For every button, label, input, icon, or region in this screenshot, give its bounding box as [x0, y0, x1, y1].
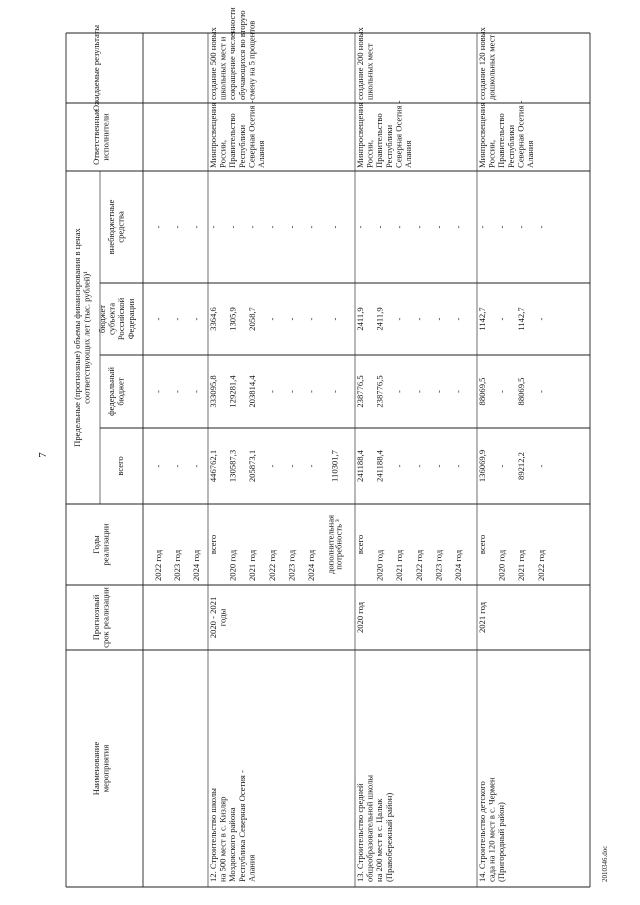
row-value-federal: 88069,5	[477, 377, 487, 406]
row-term: годы	[217, 608, 228, 627]
row-value-extrabudget: -	[413, 225, 424, 229]
carryover-value-reg: -	[172, 317, 182, 321]
row-year: дополнительная	[325, 514, 336, 575]
row-value-federal: 238776,5	[374, 375, 385, 408]
row-name: на 500 мест в с. Кизляр	[217, 796, 228, 882]
row-value-federal: -	[453, 390, 463, 393]
row-value-total: -	[306, 464, 316, 468]
carryover-value-ext: -	[191, 225, 201, 229]
header-financing: Предельные (прогнозные) объемы финансирования в ценах	[72, 228, 82, 447]
row-year: потребность ³	[333, 519, 344, 570]
row-results: дошкольных мест	[486, 34, 497, 100]
row-year: 2020 год	[374, 549, 385, 581]
row-value-federal: -	[266, 390, 277, 393]
header-financing: соответствующих лет (тыс. рублей)¹	[81, 271, 92, 404]
row-value-extrabudget: -	[433, 225, 444, 229]
row-results: школьных мест и	[217, 36, 228, 100]
row-year: всего	[355, 534, 365, 555]
row-value-federal: -	[413, 390, 424, 393]
row-year: 2021 год	[394, 549, 405, 581]
row-value-federal: -	[496, 390, 507, 393]
row-year: 2022 год	[535, 549, 546, 581]
carryover-value-fed: -	[153, 390, 163, 393]
carryover-year: 2024 год	[191, 549, 201, 581]
row-results: сокращение численности	[227, 7, 238, 100]
row-value-extrabudget: -	[286, 225, 297, 229]
row-results: создание 200 новых	[355, 27, 365, 100]
row-results: школьных мест	[364, 43, 375, 100]
row-value-regional: 2411,9	[374, 307, 385, 331]
row-executors: Алания	[403, 140, 413, 168]
row-value-federal: -	[286, 390, 297, 393]
header-regional: Федерации	[125, 298, 136, 340]
row-value-extrabudget: -	[306, 225, 316, 229]
row-value-total: -	[266, 464, 277, 468]
row-executors: Алания	[525, 140, 535, 168]
row-value-federal: 88069,5	[516, 377, 527, 406]
header-federal: бюджет	[115, 377, 126, 406]
row-year: 2024 год	[306, 549, 316, 581]
row-year: 2021 год	[247, 549, 258, 581]
row-value-total: -	[413, 464, 424, 468]
row-value-regional: -	[394, 317, 405, 321]
row-value-total: 110301,7	[329, 450, 340, 482]
row-name: Моздокского района	[227, 807, 238, 882]
row-value-extrabudget: -	[496, 225, 507, 229]
header-years: Годы	[91, 535, 101, 554]
row-value-total: -	[496, 464, 507, 468]
row-value-regional: -	[306, 317, 316, 321]
row-executors: Северная Осетия -	[393, 100, 404, 168]
carryover-value-fed: -	[191, 390, 201, 393]
row-year: всего	[208, 534, 218, 555]
header-years: реализации	[100, 523, 111, 566]
footer-code: 2010346.doc	[601, 845, 609, 882]
row-value-federal: 238776,5	[355, 375, 365, 408]
row-value-regional: -	[535, 317, 546, 321]
row-value-total: -	[535, 464, 546, 468]
page-number: 7	[37, 452, 49, 458]
header-extrabudget: средства	[115, 211, 126, 243]
row-executors: России,	[364, 139, 375, 168]
row-executors: Алания	[256, 140, 266, 168]
row-value-total: 241188,4	[374, 450, 385, 482]
row-year: 2020 год	[227, 549, 238, 581]
header-regional: Российской	[116, 297, 127, 341]
carryover-value-fed: -	[172, 390, 182, 393]
carryover-year: 2022 год	[153, 549, 163, 581]
row-term: 2020 - 2021	[208, 596, 218, 639]
row-value-regional: -	[286, 317, 297, 321]
row-name: Алания	[246, 854, 257, 882]
row-value-extrabudget: -	[535, 225, 546, 229]
row-value-regional: 3364,6	[208, 307, 218, 331]
row-value-total: 130587,3	[227, 449, 238, 483]
row-value-regional: 1305,9	[227, 307, 238, 331]
row-value-total: -	[433, 464, 444, 468]
row-value-extrabudget: -	[394, 225, 405, 229]
row-value-total: 136069,9	[477, 449, 487, 483]
row-year: 2021 год	[516, 549, 527, 581]
header-extrabudget: внебюджетные	[106, 199, 116, 255]
header-regional: субъекта	[106, 302, 117, 336]
row-results: создание 120 новых	[477, 27, 487, 100]
row-value-extrabudget: -	[477, 225, 487, 229]
row-value-federal: -	[394, 390, 405, 393]
row-name: Республика Северная Осетия -	[236, 770, 247, 882]
row-value-extrabudget: -	[516, 225, 527, 229]
row-executors: России,	[217, 139, 228, 168]
row-year: 2023 год	[286, 549, 297, 581]
row-value-total: 89212,2	[516, 452, 527, 480]
row-value-extrabudget: -	[329, 225, 340, 229]
row-name: 14. Строительство детского	[477, 781, 487, 882]
row-value-total: 446762,1	[208, 449, 218, 483]
row-value-extrabudget: -	[355, 225, 365, 229]
carryover-value-total: -	[191, 464, 201, 468]
row-value-federal: -	[329, 390, 340, 393]
row-name: (Пригородный район)	[496, 802, 507, 882]
row-value-federal: -	[433, 390, 444, 393]
header-federal: федеральный	[106, 367, 116, 416]
carryover-value-ext: -	[153, 225, 163, 229]
row-name: 13. Строительство средней	[355, 783, 365, 882]
row-value-regional: -	[453, 317, 463, 321]
row-name: общеобразовательной школы	[364, 774, 375, 882]
row-executors: Республики	[236, 124, 247, 168]
row-year: всего	[477, 534, 487, 555]
row-value-federal: -	[535, 390, 546, 393]
header-executors: Ответственные	[91, 109, 101, 165]
row-value-total: -	[453, 464, 463, 468]
header-executors: исполнители	[100, 113, 111, 161]
header-regional: бюджет	[97, 304, 107, 334]
carryover-value-ext: -	[172, 225, 182, 229]
header-name: Наименование	[91, 741, 101, 796]
header-total: всего	[115, 456, 125, 476]
header-name: мероприятия	[100, 744, 111, 793]
carryover-value-reg: -	[191, 317, 201, 321]
row-value-total: 241188,4	[355, 450, 365, 482]
row-name: сада на 120 мест в с. Чермен	[486, 777, 497, 882]
row-value-regional: -	[496, 317, 507, 321]
row-executors: Минпросвещения	[208, 102, 218, 168]
row-executors: Минпросвещения	[355, 102, 365, 168]
row-year: 2022 год	[266, 549, 277, 581]
row-value-regional: 2058,7	[247, 307, 258, 331]
row-executors: Северная Осетия -	[246, 100, 257, 168]
carryover-value-reg: -	[153, 317, 163, 321]
row-value-regional: -	[433, 317, 444, 321]
row-value-total: -	[394, 464, 405, 468]
row-value-extrabudget: -	[374, 225, 385, 229]
row-value-total: -	[286, 464, 297, 468]
carryover-value-total: -	[153, 464, 163, 468]
row-value-extrabudget: -	[453, 225, 463, 229]
header-results: Ожидаемые результаты	[91, 24, 101, 112]
row-name: (Правобережный район)	[383, 792, 394, 882]
row-name: 12. Строительство школы	[208, 788, 218, 882]
row-value-federal: 203814,4	[247, 375, 258, 408]
row-executors: Правительство	[374, 113, 385, 168]
row-executors: Правительство	[496, 113, 507, 168]
row-executors: Минпросвещения	[477, 102, 487, 168]
row-executors: России,	[486, 139, 497, 168]
row-year: 2020 год	[496, 549, 507, 581]
row-executors: Правительство	[227, 113, 238, 168]
row-value-regional: 1142,7	[516, 307, 527, 331]
row-term: 2021 год	[477, 601, 487, 634]
header-term: срок реализации	[100, 587, 111, 648]
row-value-extrabudget: -	[227, 225, 238, 229]
row-value-regional: 2411,9	[355, 307, 365, 331]
row-value-regional: -	[266, 317, 277, 321]
row-year: 2023 год	[433, 549, 444, 581]
row-results: смену на 5 процентов	[246, 20, 257, 100]
carryover-year: 2023 год	[172, 549, 182, 581]
row-value-total: 205873,1	[247, 449, 258, 483]
row-value-regional: -	[329, 317, 340, 321]
row-value-federal: 129281,4	[227, 375, 238, 408]
row-executors: Республики	[505, 124, 516, 168]
row-executors: Республики	[383, 124, 394, 168]
row-value-federal: -	[306, 390, 316, 393]
row-year: 2022 год	[413, 549, 424, 581]
row-value-extrabudget: -	[266, 225, 277, 229]
row-results: обучающихся во вторую	[236, 10, 247, 100]
row-name: на 200 мест в с. Цалык	[374, 798, 385, 882]
row-value-federal: 333095,8	[208, 375, 218, 408]
carryover-value-total: -	[172, 464, 182, 468]
row-value-extrabudget: -	[208, 225, 218, 229]
row-executors: Северная Осетия -	[515, 100, 526, 168]
row-year: 2024 год	[453, 549, 463, 581]
header-term: Прогнозный	[91, 594, 101, 641]
row-term: 2020 год	[355, 601, 365, 634]
row-value-regional: -	[413, 317, 424, 321]
row-value-extrabudget: -	[247, 225, 258, 229]
row-results: создание 500 новых	[208, 27, 218, 100]
row-value-regional: 1142,7	[477, 307, 487, 331]
